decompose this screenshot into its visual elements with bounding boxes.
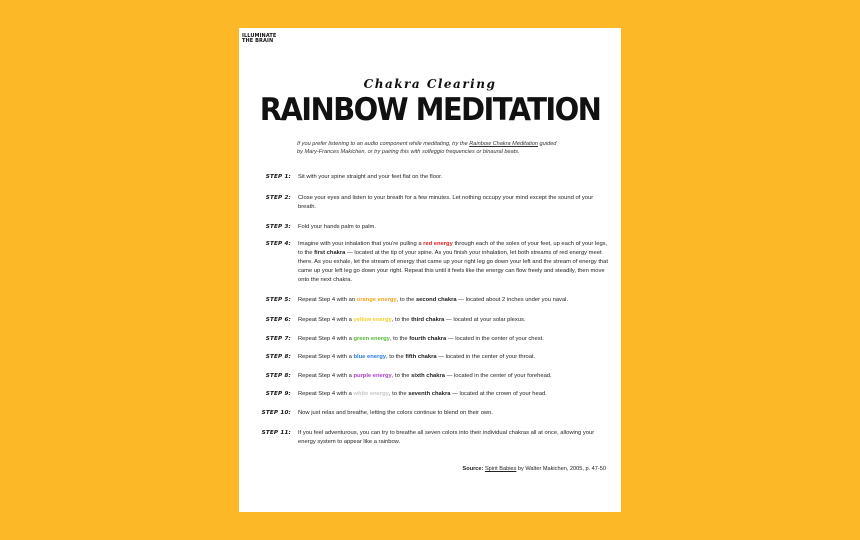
kicker-heading: Chakra Clearing [363, 77, 497, 91]
step-text-segment: — located at the crown of your head. [450, 391, 547, 397]
source-details: by Walter Makichen, 2005, p. 47-50 [516, 466, 606, 472]
step-text-segment: , to the [391, 317, 412, 323]
step-label: STEP 11: [261, 430, 291, 436]
yellow-energy-text: yellow energy [353, 317, 392, 323]
step-text-segment: , to the [391, 373, 412, 379]
intro-paragraph [297, 140, 563, 156]
step-text-segment: Close your eyes and listen to your breath for a few minutes. Let nothing occupy your mind except the sound of your breath. [298, 195, 594, 210]
chakra-name: second chakra [415, 297, 457, 303]
step-text [298, 296, 608, 305]
chakra-name: seventh chakra [408, 391, 451, 397]
step-text-segment: Repeat Step 4 with an [298, 297, 357, 303]
step-text-segment: Repeat Step 4 with a [298, 373, 354, 379]
source-book-link[interactable]: Spirit Babies [484, 466, 517, 472]
document-page [239, 28, 621, 512]
step-label: STEP 6: [265, 317, 291, 323]
step-text-segment: through each of the soles of your feet, up each of your legs, to the [298, 241, 608, 256]
brand-logo [242, 34, 276, 44]
step-text [298, 240, 608, 285]
step-label: STEP 9: [265, 391, 291, 397]
purple-energy-text: purple energy [353, 373, 392, 379]
step-text [298, 335, 608, 344]
brand-line-1: ILLUMINATE [242, 33, 277, 39]
orange-energy-text: orange energy [356, 297, 397, 303]
step-text-segment: Repeat Step 4 with a [298, 336, 354, 342]
source-label: Source: [462, 466, 484, 472]
step-text-segment: , to the [389, 336, 410, 342]
step-text-segment: — located at the tip of your spine. As you finish your inhalation, let both streams of red energy meet there. As you exhale, let the stream of energy that came up your right leg go down your left and the stream of energy that came up your left leg go down your right. Repeat this until it feels like the energy can flow freely and steadily, then move onto the next chakra. [298, 250, 608, 283]
brand-line-2: THE BRAIN [242, 38, 274, 44]
green-energy-text: green energy [353, 336, 390, 342]
chakra-name: first chakra [314, 250, 346, 256]
step-text-segment: Now just relax and breathe, letting the colors continue to blend on their own. [298, 410, 493, 416]
step-text-segment: — located about 2 inches under you naval. [456, 297, 569, 303]
source-citation [463, 466, 606, 472]
step-label: STEP 4: [265, 241, 291, 247]
page-title: RAINBOW MEDITATION [259, 90, 601, 128]
step-text-segment: , to the [396, 297, 416, 303]
white-energy-text: white energy [353, 391, 389, 397]
step-text [298, 353, 608, 362]
step-text [298, 316, 608, 325]
step-label: STEP 10: [261, 410, 291, 416]
step-label: STEP 8: [265, 373, 291, 379]
step-text-segment: — located at your solar plexus. [444, 317, 526, 323]
step-text-segment: Sit with your spine straight and your feet flat on the floor. [298, 174, 443, 180]
chakra-name: fifth chakra [405, 354, 437, 360]
chakra-name: fourth chakra [409, 336, 447, 342]
step-label: STEP 3: [265, 224, 291, 230]
step-text [298, 429, 608, 447]
step-text [298, 223, 608, 232]
red-energy-text: red energy [423, 241, 453, 247]
step-text-segment: — located in the center of your throat. [436, 354, 536, 360]
step-text-segment: If you feel adventurous, you can try to breathe all seven colors into their individual chakras all at once, allowing your energy system to appear like a rainbow. [298, 430, 595, 445]
step-text-segment: Repeat Step 4 with a [298, 317, 354, 323]
step-text-segment: — located in the center of your forehead. [444, 373, 552, 379]
step-label: STEP 7: [265, 336, 291, 342]
step-text-segment: Imagine with your inhalation that you're pulling a [298, 241, 424, 247]
step-label: STEP 8: [265, 354, 291, 360]
step-label: STEP 1: [265, 174, 291, 180]
meditation-link[interactable]: Rainbow Chakra Meditation [469, 141, 538, 147]
step-text [298, 409, 608, 418]
intro-text-before: If you prefer listening to an audio component while meditating, try the [297, 141, 470, 147]
chakra-name: sixth chakra [411, 373, 445, 379]
step-label: STEP 5: [265, 297, 291, 303]
step-text [298, 194, 608, 212]
step-text-segment: , to the [385, 354, 406, 360]
step-text-segment: — located in the center of your chest. [446, 336, 544, 342]
step-text-segment: Repeat Step 4 with a [298, 354, 354, 360]
blue-energy-text: blue energy [353, 354, 386, 360]
step-label: STEP 2: [265, 195, 291, 201]
step-text [298, 390, 608, 399]
step-text-segment: Fold your hands palm to palm. [298, 224, 376, 230]
step-text-segment: , to the [388, 391, 409, 397]
step-text [298, 173, 608, 182]
step-text [298, 372, 608, 381]
chakra-name: third chakra [411, 317, 445, 323]
step-text-segment: Repeat Step 4 with a [298, 391, 354, 397]
intro-text-after: guided by Mary-Frances Makichen, or try pairing this with solfeggio frequencies or binaural beats. [297, 141, 557, 155]
